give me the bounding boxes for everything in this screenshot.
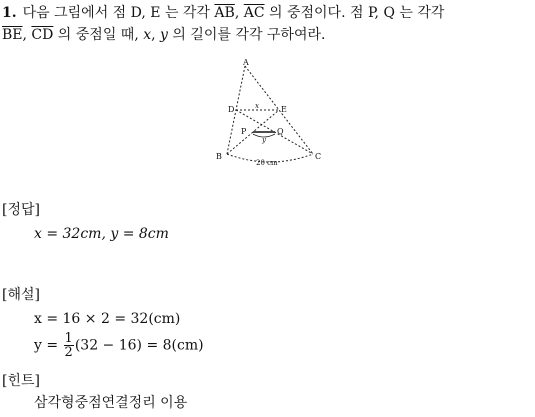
answer-text: x = 32cm, y = 8cm (34, 226, 169, 242)
fraction-denominator: 2 (64, 345, 73, 360)
hint-section (2, 370, 187, 414)
label-p: P (241, 127, 247, 136)
comma: , (234, 5, 244, 21)
segment-be: $\overline{BE}$ (2, 27, 23, 43)
solution-line-2-prefix: y = (34, 337, 63, 354)
label-q: Q (277, 127, 284, 136)
fraction-numerator: 1 (64, 331, 73, 346)
label-a: A (243, 58, 249, 67)
variable-y: y (160, 27, 168, 43)
answer-section (2, 198, 169, 246)
problem-number: 1. (2, 5, 17, 21)
fraction-one-half (64, 332, 74, 359)
label-bc: 20 cm (256, 159, 278, 167)
triangle-figure (205, 58, 335, 170)
label-x: x (255, 102, 259, 110)
label-e: E (281, 105, 287, 114)
problem-line-2 (2, 24, 532, 46)
hint-heading: [힌트] (2, 373, 40, 389)
problem-text: 다음 그림에서 점 D, E 는 각각 (22, 5, 215, 21)
solution-line-2-suffix: (32 − 16) = 8(cm) (74, 337, 204, 354)
problem-statement (2, 2, 532, 46)
comma: , (151, 27, 161, 43)
variable-x: x (143, 27, 152, 43)
problem-text: 의 길이를 각각 구하여라. (167, 27, 326, 43)
comma: , (22, 27, 32, 43)
answer-heading: [정답] (2, 202, 40, 218)
segment-ac: $\overline{AC}$ (243, 5, 265, 21)
solution-line-2 (2, 332, 204, 359)
problem-line-1 (2, 2, 532, 24)
segment-ab: $\overline{AB}$ (214, 5, 235, 21)
solution-line-1: x = 16 × 2 = 32(cm) (34, 311, 181, 327)
label-c: C (315, 152, 322, 161)
solution-section (2, 284, 204, 359)
hint-text: 삼각형중점연결정리 이용 (34, 395, 188, 411)
segment-cd: $\overline{CD}$ (31, 27, 54, 43)
solution-heading: [해설] (2, 287, 40, 303)
label-d: D (228, 105, 235, 114)
problem-text: 의 중점일 때, (53, 27, 144, 43)
label-y: y (262, 136, 266, 144)
label-b: B (216, 152, 222, 161)
problem-text: 의 중점이다. 점 P, Q 는 각각 (264, 5, 445, 21)
